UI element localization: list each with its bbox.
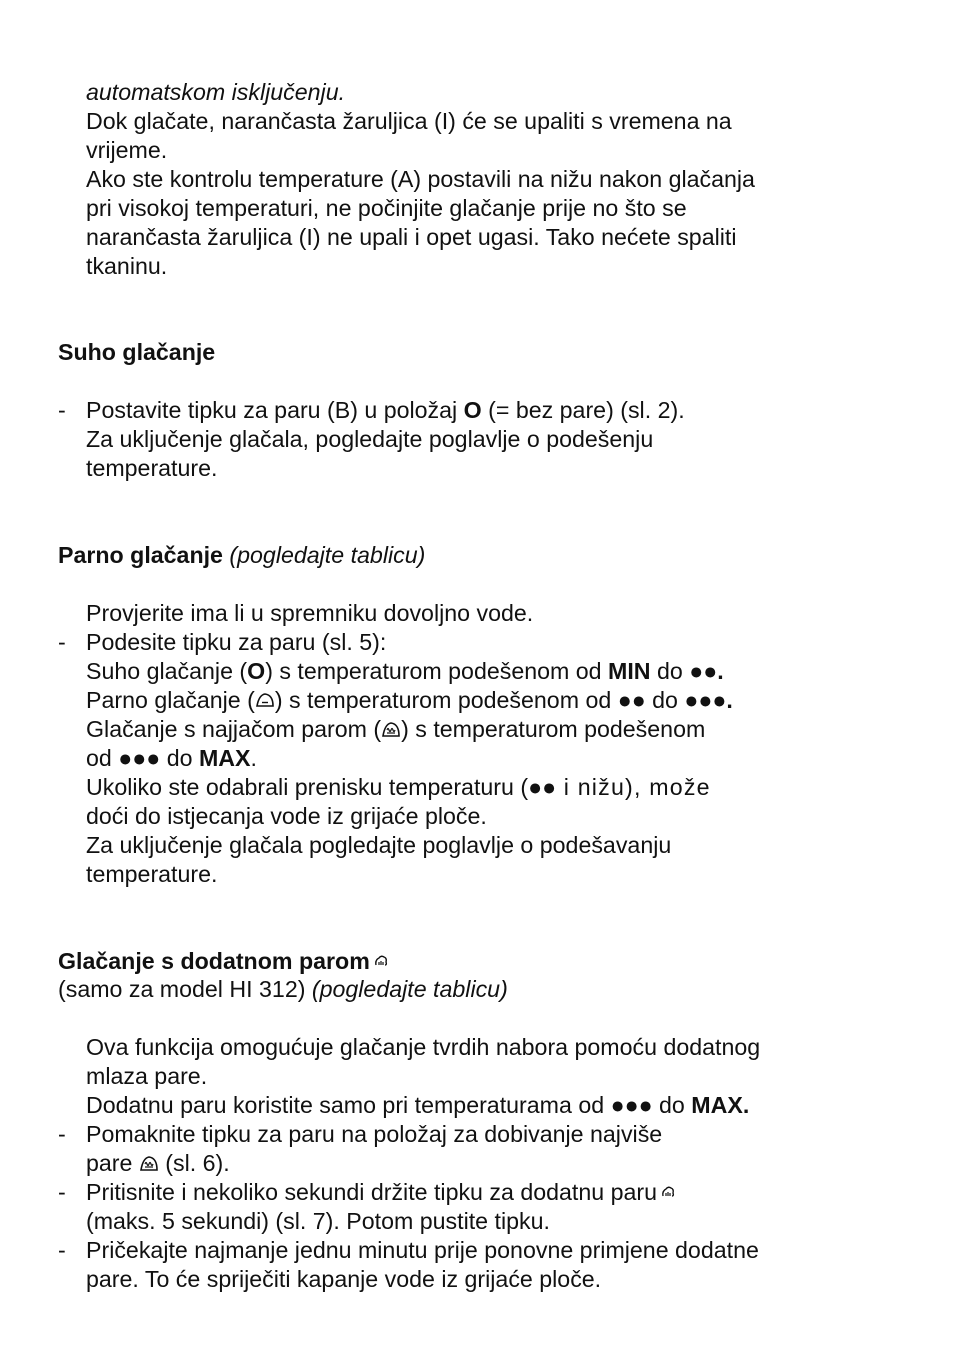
steam-line-4: Parno glačanje ( ) s temperaturom podešenom od ●● do ●●●. <box>86 687 733 713</box>
bullet-dash: - <box>58 1179 66 1205</box>
steam-line-9: Za uključenje glačala pogledajte poglavlje o podešavanju <box>86 832 672 858</box>
steam-line-7: Ukoliko ste odabrali prenisku temperaturu (●● i nižu), može <box>86 774 711 800</box>
intro-line-6: narančasta žaruljica (I) ne upali i opet ugasi. Tako nećete spaliti <box>86 224 737 250</box>
bullet-dash: - <box>58 397 66 423</box>
steam-line-3: Suho glačanje (O) s temperaturom podešenom od MIN do ●●. <box>86 658 724 684</box>
intro-line-5: pri visokoj temperaturi, ne počinjite glačanje prije no što se <box>86 195 687 221</box>
intro-line-2: Dok glačate, narančasta žaruljica (I) će se upaliti s vremena na <box>86 108 732 134</box>
shot-line-2: mlaza pare. <box>86 1063 208 1089</box>
dry-line-2: Za uključenje glačala, pogledajte poglavlje o podešenju <box>86 426 654 452</box>
shot-line-6: Pritisnite i nekoliko sekundi držite tipku za dodatnu paru <box>86 1178 676 1207</box>
dry-ironing-heading: Suho glačanje <box>58 339 216 365</box>
steam-line-2: Podesite tipku za paru (sl. 5): <box>86 629 387 655</box>
shot-line-1: Ova funkcija omogućuje glačanje tvrdih nabora pomoću dodatnog <box>86 1034 761 1060</box>
steam-line-1: Provjerite ima li u spremniku dovoljno vode. <box>86 600 534 626</box>
bullet-dash: - <box>58 1237 66 1263</box>
steam-high-icon <box>139 1153 159 1173</box>
steam-ironing-heading: Parno glačanje (pogledajte tablicu) <box>58 542 426 568</box>
steam-shot-icon <box>660 1184 676 1200</box>
intro-line-1: automatskom isključenju. <box>86 79 346 105</box>
shot-line-9: pare. To će spriječiti kapanje vode iz grijaće ploče. <box>86 1266 602 1292</box>
shot-line-4: Pomaknite tipku za paru na položaj za dobivanje najviše <box>86 1121 663 1147</box>
steam-high-icon <box>381 719 401 739</box>
shot-steam-subheading: (samo za model HI 312) (pogledajte tablicu) <box>58 976 508 1002</box>
steam-line-8: doći do istjecanja vode iz grijaće ploče. <box>86 803 487 829</box>
intro-line-4: Ako ste kontrolu temperature (A) postavili na nižu nakon glačanja <box>86 166 755 192</box>
shot-line-7: (maks. 5 sekundi) (sl. 7). Potom pustite tipku. <box>86 1208 550 1234</box>
steam-line-10: temperature. <box>86 861 218 887</box>
bullet-dash: - <box>58 1121 66 1147</box>
shot-line-8: Pričekajte najmanje jednu minutu prije ponovne primjene dodatne <box>86 1237 759 1263</box>
steam-shot-icon <box>373 953 389 969</box>
shot-steam-heading: Glačanje s dodatnom parom <box>58 947 389 976</box>
intro-line-7: tkaninu. <box>86 253 168 279</box>
dry-line-3: temperature. <box>86 455 218 481</box>
bullet-dash: - <box>58 629 66 655</box>
steam-low-icon <box>255 690 275 710</box>
dry-line-1: Postavite tipku za paru (B) u položaj O (= bez pare) (sl. 2). <box>86 397 685 423</box>
steam-line-5: Glačanje s najjačom parom ( ) s temperaturom podešenom <box>86 716 706 742</box>
steam-line-6: od ●●● do MAX. <box>86 745 257 771</box>
shot-line-5: pare (sl. 6). <box>86 1150 230 1176</box>
intro-line-3: vrijeme. <box>86 137 168 163</box>
shot-line-3: Dodatnu paru koristite samo pri temperaturama od ●●● do MAX. <box>86 1092 750 1118</box>
